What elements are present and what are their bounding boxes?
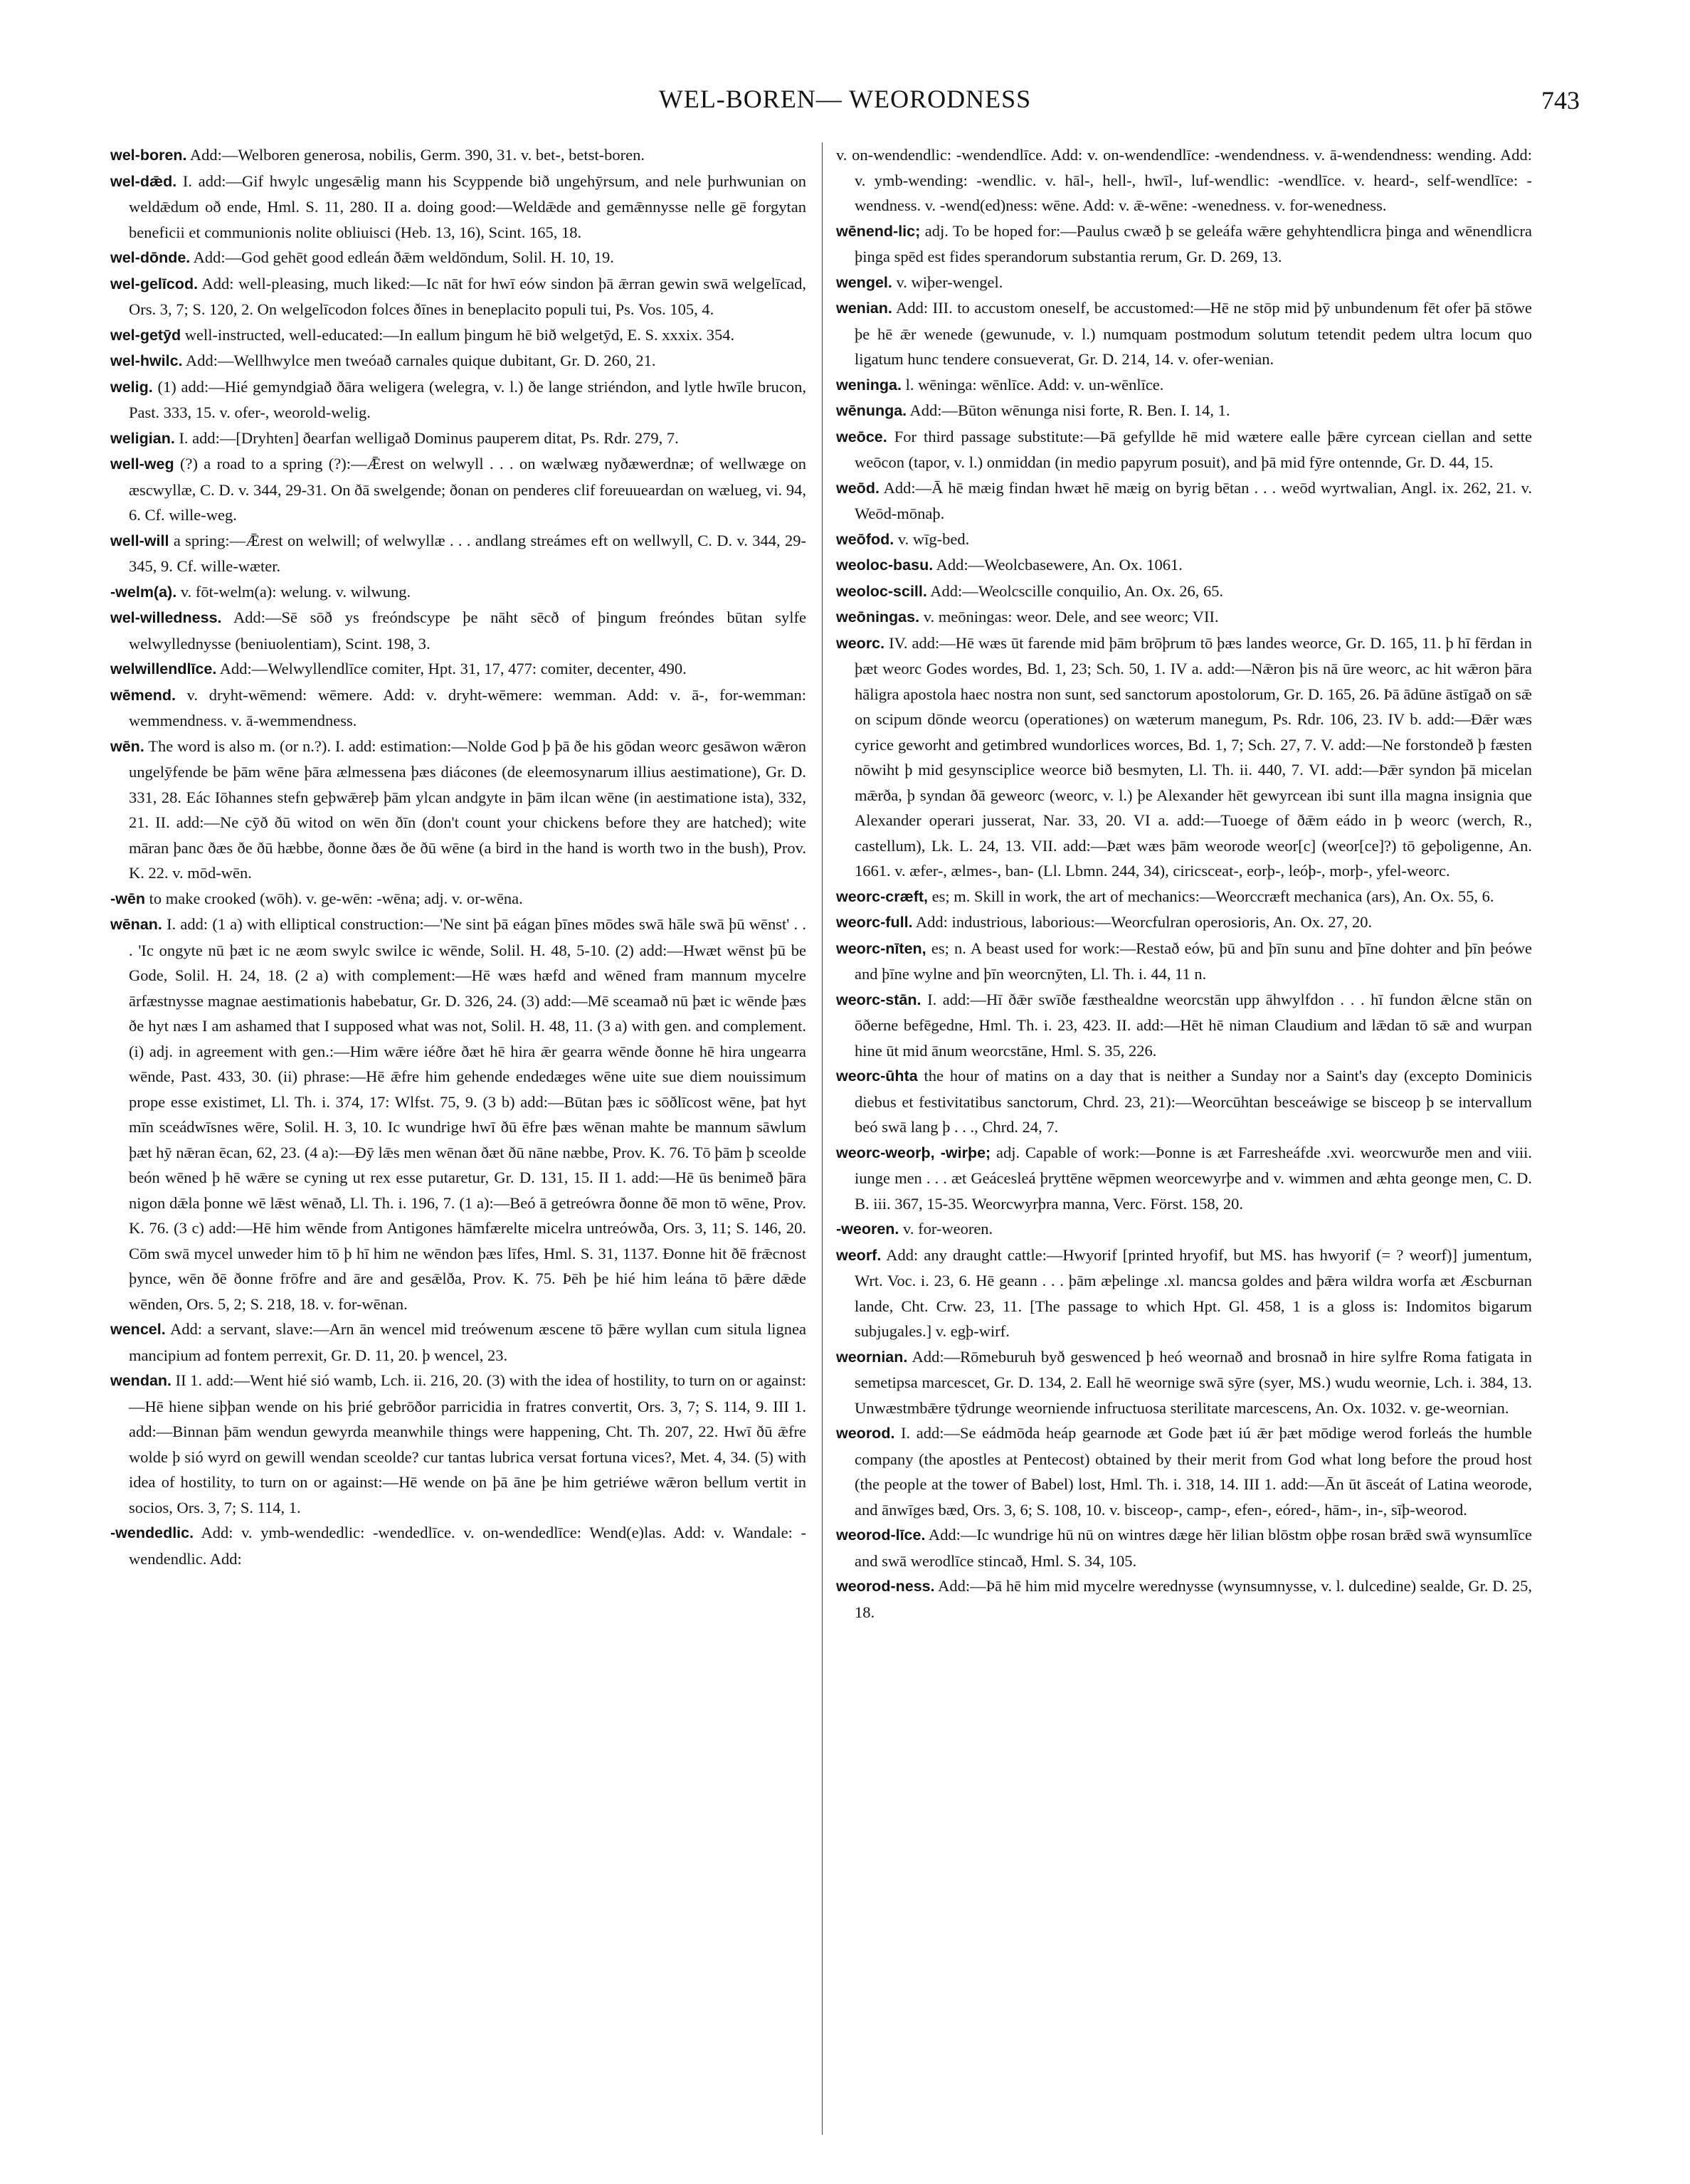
dictionary-entry (836, 1344, 1532, 1421)
entry-definition: v. for-weoren. (903, 1220, 993, 1238)
dictionary-entry (836, 604, 1532, 631)
entry-headword: wendan. (110, 1372, 172, 1389)
entry-definition: to make crooked (wōh). v. ge-wēn: -wēna; adj. v. or-wēna. (149, 889, 523, 907)
dictionary-entry (836, 579, 1532, 605)
dictionary-entry (110, 451, 806, 528)
dictionary-entry (836, 1420, 1532, 1522)
entry-columns (110, 142, 1578, 2149)
entry-headword: wel-willedness. (110, 609, 222, 626)
entry-definition: (1) add:—Hié gemyndgiað ðāra weligera (welegra, v. l.) ðe lange striéndon, and lytle hwīle brucon, Past. 333, 15. v. ofer-, weorold-welig. (129, 377, 806, 421)
dictionary-entry (110, 271, 806, 322)
dictionary-entry (836, 295, 1532, 372)
entry-definition: I. add:—Hī ðǣr swīðe fæsthealdne weorcstān upp āhwylfdon . . . hī fundon ǣlcne stān on ōðerne befēgedne, Hml. Th. i. 23, 423. II. add:—Hēt hē niman Claudium and lǣdan tō sǣ and wurpan hine ūt mid ānum weorcstāne, Hml. S. 35, 226. (855, 990, 1532, 1060)
entry-definition: a spring:—Ǣrest on welwill; of welwyllæ . . . andlang streámes eft on wellwyll, C. D. v. 344, 29-345, 9. Cf. wille-wæter. (129, 531, 806, 575)
dictionary-entry (836, 884, 1532, 910)
entry-headword: weōce. (836, 428, 887, 445)
entry-definition: Add:—Sē sōð ys freóndscype þe nāht sēcð of þingum freóndes būtan sylfe welwyllednysse (beniuolentiam), Scint. 198, 3. (129, 608, 806, 653)
entry-headword: weorc-full. (836, 914, 913, 931)
entry-definition: es; n. A beast used for work:—Restað eów, þū and þīn sunu and þīne dohter and þīn þeówe and þīne wylne and þīn weorcnȳten, Ll. Th. i. 44, 11 n. (855, 939, 1532, 983)
entry-definition: Add:—Þā hē him mid mycelre werednysse (wynsumnysse, v. l. dulcedine) sealde, Gr. D. 25, 18. (855, 1577, 1532, 1621)
dictionary-entry (836, 936, 1532, 987)
entry-headword: welig. (110, 378, 153, 396)
entry-headword: weorod. (836, 1425, 895, 1442)
entry-definition: Add: industrious, laborious:—Weorcfulran operosioris, An. Ox. 27, 20. (915, 913, 1373, 931)
dictionary-entry (836, 631, 1532, 884)
entry-definition: es; m. Skill in work, the art of mechanics:—Weorccræft mechanica (ars), An. Ox. 55, 6. (931, 887, 1494, 905)
dictionary-entry (836, 1243, 1532, 1344)
dictionary-entry (110, 374, 806, 426)
dictionary-entry (110, 528, 806, 579)
entry-definition: v. dryht-wēmend: wēmere. Add: v. dryht-wēmere: wemman. Add: v. ā-, for-wemman: wemmendness. v. ā-wemmendness. (129, 685, 806, 729)
dictionary-entry (110, 605, 806, 656)
dictionary-entry (110, 1317, 806, 1368)
entry-definition: I. add: (1 a) with elliptical construction:—'Ne sint þā eágan þīnes mōdes swā hāle swā þū wēnst' . . . 'Ic ongyte nū þæt ic ne æom swylc swilce ic wēnde, Solil. H. 48, 5-10. (2) add:—Hwæt wēnst þū be Gode, Solil. H. 24, 18. (2 a) with complement:—Hē wæs hæfd and wēned fram mannum mycelre ārfæstnysse magnae aestimationis habebatur, Gr. D. 326, 24. (3) add:—Mē sceamað nū þæt ic wēnde þæs ðe hyt næs I am ashamed that I supposed what was not, Solil. H. 48, 11. (3 a) with gen. and complement. (i) adj. in agreement with gen.:—Him wǣre iéðre ðæt hē hira ǣr gearra wēnde ðonne hē hira ungearra wēnde, Past. 433, 30. (ii) phrase:—Hē ǣfre him gehende endedæges wēne uite sue diem nouissimum prope esse existimet, Ll. Th. i. 374, 17: Wlfst. 75, 9. (3 b) add:—Būtan þæs ic sōðlīcost wēne, þat hyt mīn sceádwīsnes wēre, Solil. H. 3, 10. Ic wundrige hwī ðū ēfre þæs wēnan mahte be mannum sāwlum þæt hȳ nǣran ēcan, 62, 23. (4 a):—Ðȳ lǣs men wēnan ðæt ðū nāne næbbe, Prov. K. 76. Tō þām þ sceolde beón wēned þ hē wǣre se cyning ut rex esse putaretur, Gr. D. 131, 15. II 1. add:—Hē ūs benimeð þāra nigon dǣla þonne wē lǣst wēnað, Ll. Th. i. 196, 7. (1 a):—Beó ā getreówra ðonne ðē mon tō wēne, Prov. K. 76. (3 c) add:—Hē him wēnde from Antigones hāmfærelte micelra untreówða, Ors. 3, 11; S. 146, 20. Cōm swā mycel unweder him tō þ hī him ne wēndon þæs līfes, Hml. S. 31, 1137. Ðonne hit ðē frǣcnost þynce, wēn ðē ðonne frōfre and āre and gesǣlða, Prov. K. 75. Þēh þe hié him leána tō þǣre dǣde wēnden, Ors. 5, 2; S. 218, 18. v. for-wēnan. (129, 915, 806, 1313)
dictionary-entry (836, 372, 1532, 399)
page-number: 743 (1541, 86, 1580, 115)
entry-headword: weorc-stān. (836, 991, 921, 1008)
dictionary-entry (836, 142, 1532, 218)
entry-definition: Add: a servant, slave:—Arn ān wencel mid treówenum æscene tō þǣre wyllan cum situla lignea mancipium ad fontem perrexit, Gr. D. 11, 20. þ wencel, 23. (129, 1320, 806, 1364)
entry-headword: weorc-nīten, (836, 939, 926, 957)
dictionary-entry (836, 398, 1532, 424)
dictionary-entry (110, 886, 806, 912)
dictionary-entry (836, 987, 1532, 1064)
entry-definition: IV. add:—Hē wæs ūt farende mid þām brōþrum tō þæs landes weorce, Gr. D. 165, 11. þ hī fērdan in þæt weorc Godes wordes, Bd. 1, 23; Sch. 50, 1. IV a. add:—Nǣron þis nā ūre weorc, ac hit wǣron þāra hāligra apostola haec nostra non sunt, sed sanctorum apostolorum, Gr. D. 165, 26. Þā ādūne āstīgað on sǣ on scipum dōnde weorcu (operationes) on wæterum manegum, Ps. Rdr. 106, 23. IV b. add:—Ðǣr wæs cyrice geworht and getimbred wundorlices worces, Bd. 1, 7; Sch. 27, 7. V. add:—Ne forstondeð þ fæsten nōwiht þ mid gesynsciplice weorce bið besmyten, Ll. Th. ii. 440, 7. VI. add:—Þǣr syndon þā micelan mǣrða, þ syndan ðā geweorc (weorc, v. l.) þe Alexander hēt gewyrcean ibi sunt illa magna insignia que Alexander operari jusserat, Nar. 33, 20. VI a. add:—Tuoege of ðǣm eádo in þ weorc (werch, R., castellum), Lk. L. 24, 13. VII. add:—Þæt wæs þām weorode weor[c] (weor[ce]?) tō geþoligenne, An. 1661. v. æfer-, ælmes-, ban- (Ll. Lbmn. 244, 34), ciricsceat-, eorþ-, leóþ-, morþ-, yfel-weorc. (855, 633, 1532, 880)
entry-definition: Add:—Welboren generosa, nobilis, Germ. 390, 31. v. bet-, betst-boren. (189, 146, 645, 164)
entry-headword: weoloc-basu. (836, 556, 934, 574)
entry-headword: -welm(a). (110, 583, 177, 601)
entry-headword: weorod-līce. (836, 1526, 926, 1544)
page-title: WEL-BOREN— WEORODNESS (658, 85, 1032, 113)
entry-definition: v. wīg-bed. (897, 529, 970, 548)
entry-definition: Add: III. to accustom oneself, be accustomed:—Hē ne stōp mid þȳ unbundenum fēt ofer þā stōwe þe hē ǣr wenede (gewunude, v. l.) numquam postmodum solutum tetendit pedem ultra locum quo ligatum hunc tendere consueverat, Gr. D. 214, 14. v. ofer-wenian. (855, 299, 1532, 368)
dictionary-entry (110, 245, 806, 271)
dictionary-entry (110, 348, 806, 374)
entry-definition: Add: v. ymb-wendedlic: -wendedlīce. v. on-wendedlīce: Wend(e)las. Add: v. Wandale: -wendendlic. Add: (129, 1524, 806, 1568)
entry-headword: -wendedlic. (110, 1524, 194, 1541)
dictionary-entry (110, 656, 806, 682)
dictionary-entry (836, 1522, 1532, 1573)
dictionary-entry (836, 218, 1532, 270)
dictionary-entry (110, 579, 806, 606)
dictionary-entry (836, 1573, 1532, 1625)
dictionary-entry (836, 1063, 1532, 1140)
entry-definition: Add:—Weolcscille conquilio, An. Ox. 26, 65. (930, 581, 1224, 600)
entry-headword: wel-boren. (110, 147, 187, 164)
entry-definition: Add:—Ā hē mæig findan hwæt hē mæig on byrig bētan . . . weōd wyrtwalian, Angl. ix. 262, 21. v. Weōd-mōnaþ. (855, 478, 1532, 522)
entry-definition: Add:—Welwyllendlīce comiter, Hpt. 31, 17, 477: comiter, decenter, 490. (219, 660, 687, 677)
entry-headword: weorc. (836, 634, 885, 652)
dictionary-entry (110, 912, 806, 1317)
entry-definition: adj. To be hoped for:—Paulus cwæð þ se geleáfa wǣre gehyhtendlicra þinga and wēnendlicra þinga spēd est fides sperandorum substantia rerum, Gr. D. 269, 13. (855, 221, 1532, 265)
entry-headword: weōd. (836, 479, 880, 497)
dictionary-entry (836, 527, 1532, 553)
entry-definition: (?) a road to a spring (?):—Ǣrest on welwyll . . . on wælwæg nyðæwerdnæ; of wellwæge on æscwyllæ, C. D. v. 344, 29-31. On ðā swelgende; ðonan on penderes clif foreuueardan on wælueg, vi. 94, 6. Cf. wille-weg. (129, 455, 806, 524)
entry-definition: the hour of matins on a day that is neither a Sunday nor a Saint's day (excepto Dominicis diebus et festivitatibus sanctorum, Chrd. 23, 21):—Weorcūhtan besceáwige se bisceop þ se intervallum beó swā lang þ . . ., Chrd. 24, 7. (855, 1067, 1532, 1136)
entry-definition: v. on-wendendlic: -wendendlīce. Add: v. on-wendendlīce: -wendendness. v. ā-wendendness: wending. Add: v. ymb-wending: -wendlic. v. hāl-, hell-, hwīl-, luf-wendlic: -wendlīce. v. heard-, self-wendlīce: -wendness. v. -wend(ed)ness: wēne. Add: v. ǣ-wēne: -wenedness. v. for-wenedness. (836, 146, 1532, 214)
dictionary-entry (836, 552, 1532, 579)
entry-headword: weōningas. (836, 608, 920, 626)
entry-headword: wenian. (836, 300, 892, 317)
dictionary-entry (836, 1140, 1532, 1217)
entry-definition: The word is also m. (or n.?). I. add: estimation:—Nolde God þ þā ðe his gōdan weorc gesāwon wǣron ungelȳfende be þām wēne þāra ælmessena þæs diácones (de eleemosynarum illius aestimatione), Gr. D. 331, 28. Eác Iōhannes stefn geþwǣreþ þām ylcan andgyte in þām ilcan wēne (in aestimatione ista), 332, 21. II. add:—Ne cȳð ðū witod on wēn ðīn (don't count your chickens before they are hatched); wite māran þanc ðæs ðe ðū hæbbe, ðonne ðæs ðe ðū wēne (a bird in the hand is worth two in the bush), Prov. K. 22. v. mōd-wēn. (129, 737, 806, 882)
entry-headword: wel-hwilc. (110, 352, 183, 369)
entry-headword: well-will (110, 532, 169, 549)
entry-headword: weōfod. (836, 530, 894, 548)
column-divider (822, 142, 823, 2135)
entry-definition: Add:—Būton wēnunga nisi forte, R. Ben. I. 14, 1. (909, 401, 1230, 419)
dictionary-entry (110, 322, 806, 349)
entry-headword: weornian. (836, 1348, 908, 1366)
entry-definition: v. fōt-welm(a): welung. v. wilwung. (180, 582, 411, 601)
entry-definition: Add:—Ic wundrige hū nū on wintres dæge hēr lilian blōstm oþþe rosan brǣd swā wynsumlīce and swā werodlīce stincað, Hml. S. 34, 105. (855, 1526, 1532, 1570)
entry-definition: II 1. add:—Went hié sió wamb, Lch. ii. 216, 20. (3) with the idea of hostility, to turn on or against:—Hē hiene siþþan wende on his þrié gebrōðor parricidia in fratres convertit, Ors. 3, 7; S. 114, 9. III 1. add:—Binnan þām wendun gewyrda meanwhile things were happening, Cht. Th. 207, 22. Hwī ðū ǣfre wolde þ sió wyrd on gewill wendan sceolde? cur tantas lubrica versat fortuna vices?, Met. 4, 34. (5) with idea of hostility, to turn on or against:—Hē wende on þā āne þe him getriéwe wǣron bellum vertit in socios, Ors. 3, 7; S. 114, 1. (129, 1371, 806, 1516)
right-column (836, 142, 1532, 2149)
dictionary-entry (836, 475, 1532, 527)
dictionary-entry (110, 142, 806, 169)
dictionary-entry (836, 424, 1532, 475)
entry-headword: wēnan. (110, 916, 162, 933)
entry-headword: weorf. (836, 1246, 882, 1264)
entry-headword: weorod-ness. (836, 1578, 935, 1595)
entry-definition: Add:—Weolcbasewere, An. Ox. 1061. (936, 556, 1183, 574)
dictionary-entry (110, 682, 806, 734)
entry-definition: Add:—Wellhwylce men tweóað carnales quique dubitant, Gr. D. 260, 21. (185, 352, 656, 369)
entry-headword: weorc-weorþ, -wirþe; (836, 1144, 991, 1161)
entry-definition: v. meōningas: weor. Dele, and see weorc; VII. (923, 608, 1219, 626)
dictionary-entry (110, 1520, 806, 1571)
entry-headword: wel-gelīcod. (110, 275, 199, 292)
entry-headword: wēnunga. (836, 402, 907, 419)
entry-headword: weoloc-scill. (836, 582, 927, 600)
left-column (110, 142, 806, 2149)
dictionary-entry (836, 1216, 1532, 1243)
dictionary-entry (836, 270, 1532, 296)
entry-headword: wencel. (110, 1321, 166, 1338)
entry-headword: well-weg (110, 455, 174, 473)
entry-definition: well-instructed, well-educated:—In eallum þingum hē bið welgetȳd, E. S. xxxix. 354. (184, 325, 735, 344)
entry-definition: I. add:—[Dryhten] ðearfan welligað Dominus pauperem ditat, Ps. Rdr. 279, 7. (179, 428, 679, 447)
entry-definition: Add:—God gehēt good edleán ðǣm weldōndum, Solil. H. 10, 19. (193, 248, 614, 266)
entry-headword: -weoren. (836, 1220, 899, 1238)
entry-definition: Add:—Rōmeburuh byð geswenced þ heó weornað and brosnað in hire sylfre Roma fatigata in semetipsa marcescet, Gr. D. 134, 2. Eall hē weornige swā sȳre (syer, MS.) wudu weornie, Lch. i. 384, 13. Unwæstmbǣre tȳdrunge weorniende infructuosa sterilitate marcescens, An. Ox. 1032. v. ge-weornian. (855, 1347, 1532, 1417)
entry-headword: weligian. (110, 429, 175, 447)
entry-headword: weorc-ūhta (836, 1067, 918, 1085)
entry-headword: welwillendlīce. (110, 660, 217, 677)
entry-headword: wēmend. (110, 686, 176, 704)
entry-headword: weninga. (836, 376, 902, 394)
running-head (0, 84, 1690, 127)
entry-definition: I. add:—Se eádmōda heáp gearnode æt Gode þæt iú ǣr þæt mōdige werod forleás the humble company (the apostles at Pentecost) obtained by their merit from God what long before the proud host (the people at the tower of Babel) lost, Hml. Th. i. 318, 14. III 1. add:—Ān ūt āsceát of Latina weorode, and ānwīges bæd, Ors. 3, 6; S. 108, 10. v. bisceop-, camp-, efen-, eóred-, hām-, in-, sīþ-weorod. (855, 1424, 1532, 1519)
entry-headword: wēnend-lic; (836, 222, 921, 240)
dictionary-entry (110, 734, 806, 886)
entry-definition: Add: well-pleasing, much liked:—Ic nāt for hwī eów sindon þā ǣrran gewin swā welgelīcad, Ors. 3, 7; S. 120, 2. On welgelīcodon folces ðīnes in beneplacito populi tui, Ps. Vos. 105, 4. (129, 274, 806, 318)
dictionary-entry (110, 169, 806, 246)
entry-definition: l. wēninga: wēnlīce. Add: v. un-wēnlīce. (905, 375, 1164, 394)
entry-headword: wel-dōnde. (110, 249, 191, 266)
dictionary-entry (110, 426, 806, 452)
entry-headword: weorc-cræft, (836, 887, 929, 905)
entry-headword: wengel. (836, 273, 892, 291)
entry-headword: wel-getȳd (110, 326, 181, 344)
entry-headword: -wēn (110, 890, 145, 907)
entry-headword: wel-dǣd. (110, 172, 177, 190)
entry-definition: Add: any draught cattle:—Hwyorif [printed hryofif, but MS. has hwyorif (= ? weorf)] jumentum, Wrt. Voc. i. 23, 6. Hē geann . . . þām æþelinge .xl. mancsa goldes and þǣra wildra worfa æt Æscburnan lande, Cht. Crw. 23, 11. [The passage to which Hpt. Gl. 458, 1 is a gloss is: Indomitos bigarum subjugales.] v. egþ-wirf. (855, 1245, 1532, 1340)
entry-definition: For third passage substitute:—Þā gefyllde hē mid wætere ealle þǣre cyrcean ciellan and sette weōcon (tapor, v. l.) onmiddan (in medio papyrum posuit), and þā mid fȳre ontennde, Gr. D. 44, 15. (855, 427, 1532, 471)
dictionary-entry (110, 1368, 806, 1520)
entry-definition: I. add:—Gif hwylc ungesǣlig mann his Scyppende bið ungehȳrsum, and nele þurhwunian on weldǣdum oð ende, Hml. S. 11, 280. II a. doing good:—Weldǣde and gemǣnnysse nelle gē forgytan beneficii et communionis nolite obliuisci (Heb. 13, 16), Scint. 165, 18. (129, 172, 806, 241)
dictionary-entry (836, 909, 1532, 936)
entry-definition: v. wiþer-wengel. (896, 273, 1003, 291)
entry-definition: adj. Capable of work:—Þonne is æt Farresheáfde .xvi. weorcwurðe men and viii. iunge men . . . æt Geácesleá þryttēne wēpmen weorcewyrþe and v. wimmen and æhta geonge men, C. D. B. iii. 367, 15-35. Weorcwyrþra manna, Verc. Först. 158, 20. (855, 1143, 1532, 1213)
entry-headword: wēn. (110, 737, 144, 755)
